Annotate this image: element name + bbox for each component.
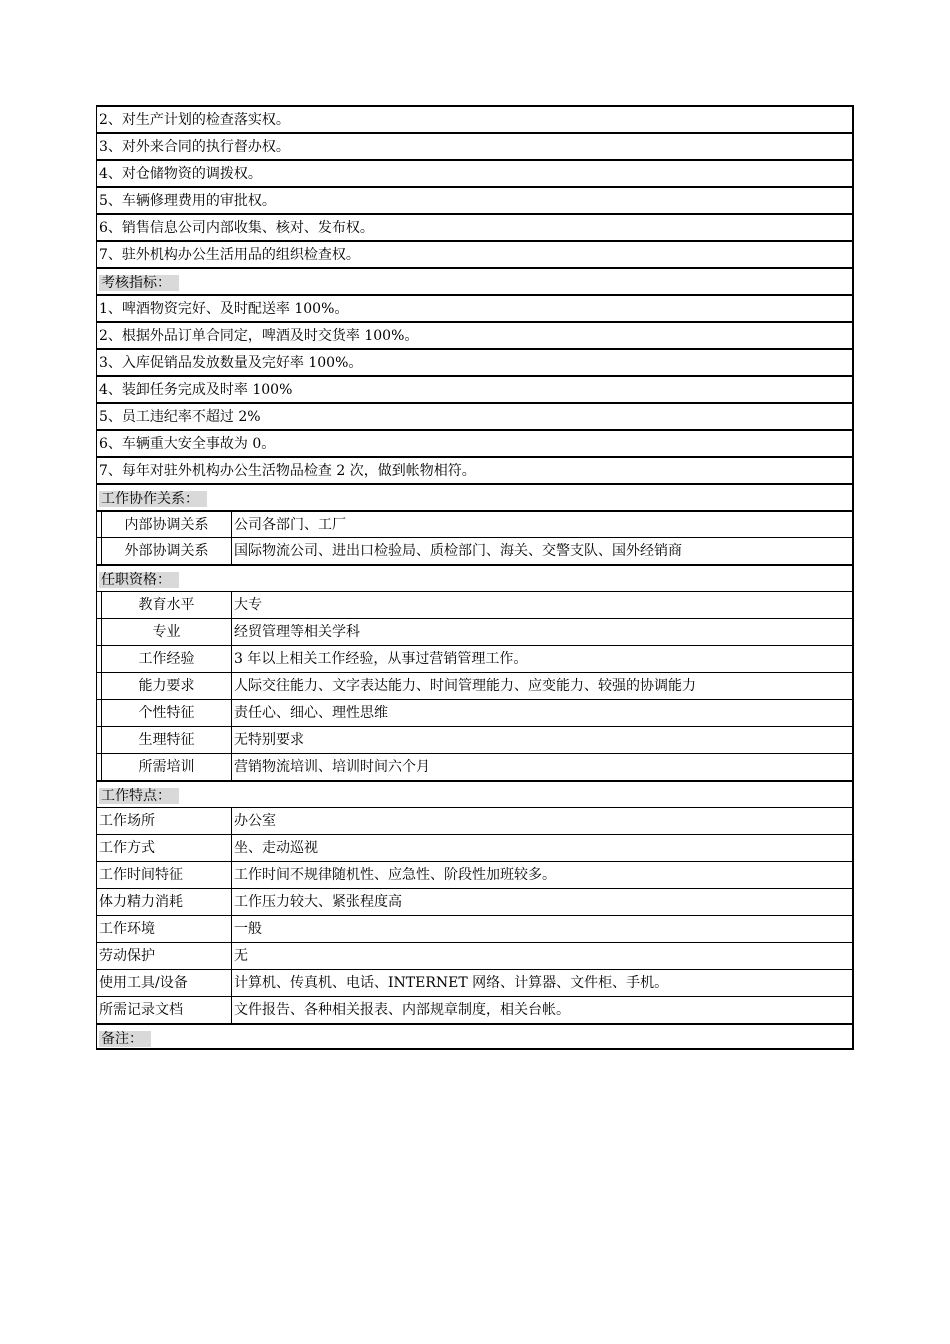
kpi-item: 4、装卸任务完成及时率 100% — [99, 382, 293, 398]
features-value: 办公室 — [234, 813, 276, 829]
qualification-label: 专业 — [101, 619, 231, 645]
features-row — [96, 888, 854, 915]
qualification-label-cell — [97, 673, 232, 699]
features-label: 工作方式 — [97, 835, 232, 861]
qualification-value: 3 年以上相关工作经验，从事过营销管理工作。 — [234, 651, 528, 667]
qualification-label: 能力要求 — [101, 673, 231, 699]
kpi-row — [96, 456, 854, 483]
qualification-label: 个性特征 — [101, 700, 231, 726]
qualification-value: 无特别要求 — [234, 732, 304, 748]
qualification-value: 人际交往能力、文字表达能力、时间管理能力、应变能力、较强的协调能力 — [234, 678, 696, 694]
features-row — [96, 969, 854, 996]
rights-row — [96, 159, 854, 186]
qualification-row — [96, 645, 854, 672]
kpi-row — [96, 348, 854, 375]
remarks-row — [96, 1023, 854, 1050]
relations-row — [96, 510, 854, 537]
qualification-label-cell — [97, 619, 232, 645]
features-value: 计算机、传真机、电话、INTERNET 网络、计算器、文件柜、手机。 — [234, 975, 669, 991]
remarks-title: 备注： — [99, 1031, 151, 1047]
kpi-item: 6、车辆重大安全事故为 0。 — [99, 436, 276, 452]
job-description-table — [96, 105, 854, 1050]
kpi-row — [96, 375, 854, 402]
rights-row — [96, 186, 854, 213]
features-value: 一般 — [234, 921, 262, 937]
kpi-item: 7、每年对驻外机构办公生活物品检查 2 次，做到帐物相符。 — [99, 463, 476, 479]
qualification-row — [96, 753, 854, 780]
rights-row — [96, 213, 854, 240]
features-value: 工作压力较大、紧张程度高 — [234, 894, 402, 910]
rights-item: 2、对生产计划的检查落实权。 — [99, 112, 290, 128]
qualification-row — [96, 618, 854, 645]
features-label: 所需记录文档 — [97, 997, 232, 1023]
features-label: 使用工具/设备 — [97, 970, 232, 996]
relations-label-cell — [97, 538, 232, 564]
qualification-row — [96, 699, 854, 726]
qualification-label-cell — [97, 727, 232, 753]
qualification-label: 所需培训 — [101, 754, 231, 780]
relations-label: 外部协调关系 — [101, 538, 231, 564]
qualification-value: 营销物流培训、培训时间六个月 — [234, 759, 430, 775]
features-row — [96, 996, 854, 1023]
kpi-row — [96, 402, 854, 429]
features-row — [96, 915, 854, 942]
kpi-row — [96, 321, 854, 348]
features-row — [96, 942, 854, 969]
features-header — [96, 780, 854, 807]
rights-row — [96, 105, 854, 132]
kpi-item: 2、根据外品订单合同定，啤酒及时交货率 100%。 — [99, 328, 419, 344]
kpi-item: 5、员工违纪率不超过 2% — [99, 409, 261, 425]
qualification-label-cell — [97, 592, 232, 618]
qualification-title: 任职资格： — [99, 572, 179, 588]
features-value: 工作时间不规律随机性、应急性、阶段性加班较多。 — [234, 867, 556, 883]
kpi-item: 1、啤酒物资完好、及时配送率 100%。 — [99, 301, 349, 317]
features-row — [96, 861, 854, 888]
features-label: 劳动保护 — [97, 943, 232, 969]
features-row — [96, 807, 854, 834]
qualification-label: 工作经验 — [101, 646, 231, 672]
qualification-row — [96, 726, 854, 753]
qualification-value: 大专 — [234, 597, 262, 613]
kpi-item: 3、入库促销品发放数量及完好率 100%。 — [99, 355, 363, 371]
features-label: 工作时间特征 — [97, 862, 232, 888]
qualification-row — [96, 672, 854, 699]
rights-item: 3、对外来合同的执行督办权。 — [99, 139, 290, 155]
rights-item: 4、对仓储物资的调拨权。 — [99, 166, 262, 182]
qualification-label: 生理特征 — [101, 727, 231, 753]
rights-row — [96, 132, 854, 159]
qualification-label-cell — [97, 754, 232, 780]
kpi-row — [96, 294, 854, 321]
features-value: 文件报告、各种相关报表、内部规章制度，相关台帐。 — [234, 1002, 570, 1018]
features-row — [96, 834, 854, 861]
rights-item: 6、销售信息公司内部收集、核对、发布权。 — [99, 220, 374, 236]
qualification-label-cell — [97, 700, 232, 726]
qualification-header — [96, 564, 854, 591]
features-label: 体力精力消耗 — [97, 889, 232, 915]
rights-item: 7、驻外机构办公生活用品的组织检查权。 — [99, 247, 360, 263]
relations-label: 内部协调关系 — [101, 512, 231, 537]
features-label: 工作场所 — [97, 808, 232, 834]
relations-row — [96, 537, 854, 564]
features-value: 坐、走动巡视 — [234, 840, 318, 856]
kpi-header — [96, 267, 854, 294]
qualification-row — [96, 591, 854, 618]
features-value: 无 — [234, 948, 248, 964]
rights-row — [96, 240, 854, 267]
rights-item: 5、车辆修理费用的审批权。 — [99, 193, 276, 209]
qualification-value: 经贸管理等相关学科 — [234, 624, 360, 640]
relations-header — [96, 483, 854, 510]
qualification-value: 责任心、细心、理性思维 — [234, 705, 388, 721]
qualification-label: 教育水平 — [101, 592, 231, 618]
relations-value: 公司各部门、工厂 — [234, 517, 346, 533]
relations-label-cell — [97, 512, 232, 537]
qualification-label-cell — [97, 646, 232, 672]
features-label: 工作环境 — [97, 916, 232, 942]
kpi-row — [96, 429, 854, 456]
kpi-title: 考核指标： — [99, 275, 179, 291]
features-title: 工作特点： — [99, 788, 179, 804]
relations-value: 国际物流公司、进出口检验局、质检部门、海关、交警支队、国外经销商 — [234, 543, 682, 559]
relations-title: 工作协作关系： — [99, 491, 207, 507]
